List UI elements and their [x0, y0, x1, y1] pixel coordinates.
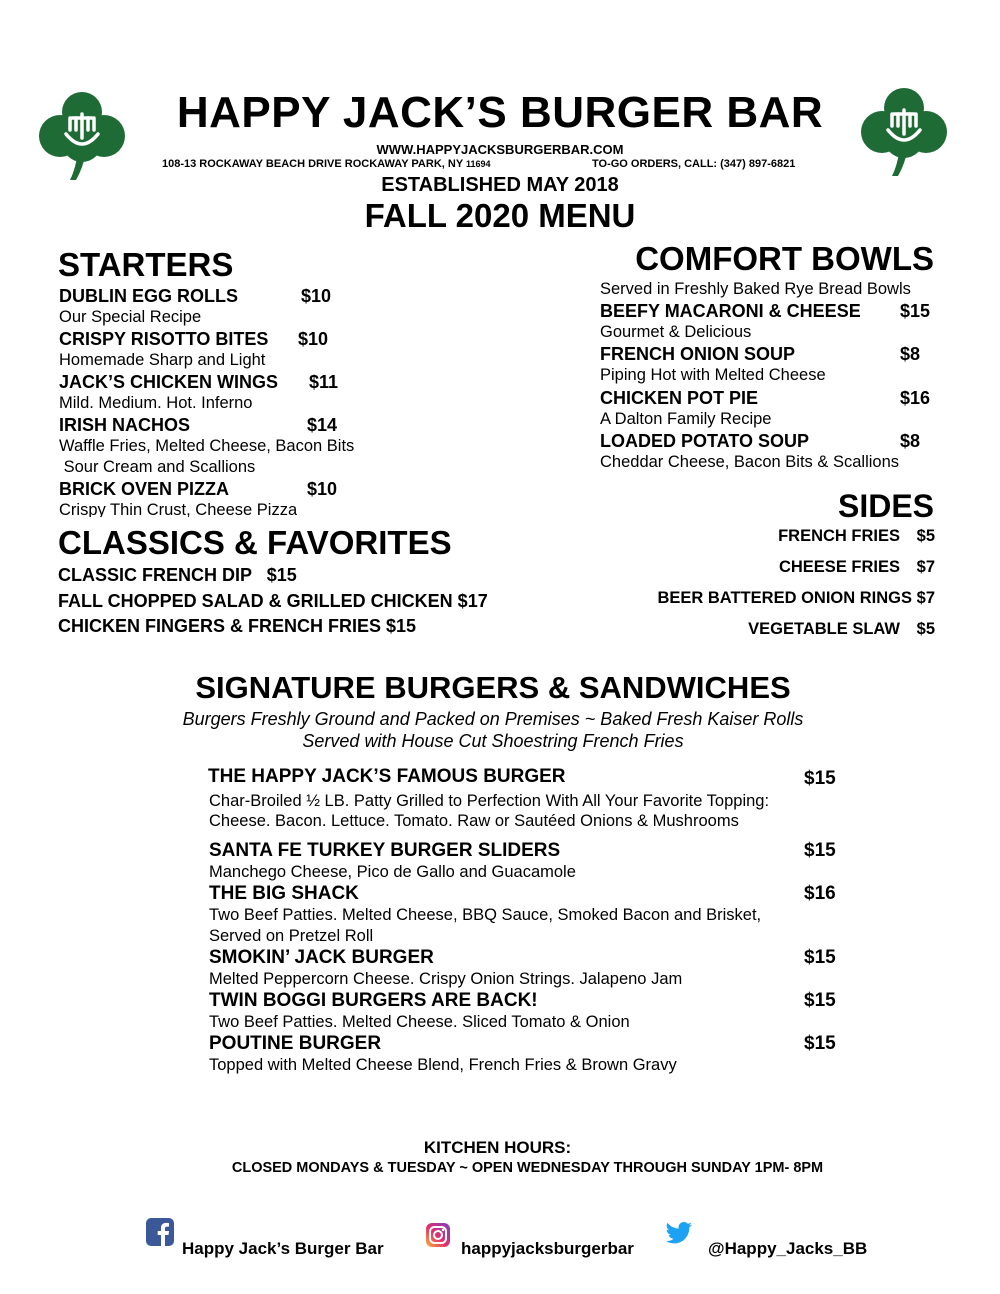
side-name: CHEESE FRIES [778, 558, 900, 576]
bowl-price: $16 [900, 388, 931, 408]
address-street: 108-13 ROCKAWAY BEACH DRIVE ROCKAWAY PARK, NY [162, 158, 463, 170]
bowl-price: $8 [900, 344, 921, 364]
established: ESTABLISHED MAY 2018 [381, 174, 619, 196]
burger-name: THE BIG SHACK [209, 883, 359, 904]
comfort-subtitle: Served in Freshly Baked Rye Bread Bowls [600, 280, 911, 298]
burger-desc: Manchego Cheese, Pico de Gallo and Guacamole [209, 863, 576, 881]
burger-desc: Topped with Melted Cheese Blend, French Fries & Brown Gravy [209, 1056, 677, 1074]
burger-price: $15 [804, 1033, 836, 1054]
bowl-desc: Gourmet & Delicious [600, 323, 752, 341]
kitchen-hours-heading: KITCHEN HOURS: [423, 1138, 572, 1157]
address-zip: 11694 [466, 159, 491, 169]
starter-desc: Mild. Medium. Hot. Inferno [59, 394, 253, 412]
kitchen-hours: CLOSED MONDAYS & TUESDAY ~ OPEN WEDNESDAY THROUGH SUNDAY 1PM- 8PM [231, 1160, 824, 1176]
bowl-price: $15 [900, 301, 931, 321]
starter-price: $10 [307, 479, 338, 499]
signature-heading: SIGNATURE BURGERS & SANDWICHES [195, 670, 791, 705]
starter-desc: Crispy Thin Crust, Cheese Pizza [59, 501, 298, 517]
starter-price: $11 [309, 372, 339, 392]
starter-name: CRISPY RISOTTO BITES [59, 329, 269, 349]
starter-desc: Sour Cream and Scallions [59, 458, 256, 476]
burger-name: SANTA FE TURKEY BURGER SLIDERS [209, 840, 561, 861]
burger-desc: Char-Broiled ½ LB. Patty Grilled to Perfection With All Your Favorite Topping: [209, 792, 770, 810]
burger-price: $15 [804, 990, 836, 1011]
burger-desc: Served on Pretzel Roll [209, 927, 374, 945]
website-link[interactable]: WWW.HAPPYJACKSBURGERBAR.COM [376, 142, 624, 157]
starter-desc: Waffle Fries, Melted Cheese, Bacon Bits [59, 437, 355, 455]
bowl-name: BEEFY MACARONI & CHEESE [600, 301, 861, 321]
starter-name: IRISH NACHOS [59, 415, 191, 435]
bowl-desc: A Dalton Family Recipe [600, 410, 772, 428]
sides-heading: SIDES [837, 488, 934, 524]
starter-price: $10 [301, 286, 332, 306]
bowl-desc: Piping Hot with Melted Cheese [600, 366, 826, 384]
starter-price: $14 [307, 415, 338, 435]
classic-item: CHICKEN FINGERS & FRENCH FRIES $15 [58, 616, 417, 636]
burger-desc: Two Beef Patties. Melted Cheese, BBQ Sauce, Smoked Bacon and Brisket, [209, 906, 762, 924]
starter-desc: Homemade Sharp and Light [59, 351, 266, 369]
restaurant-title: HAPPY JACK’S BURGER BAR [176, 88, 824, 137]
starter-name: JACK’S CHICKEN WINGS [59, 372, 279, 392]
address [162, 158, 491, 170]
menu-season-title: FALL 2020 MENU [364, 197, 636, 234]
side-price: $7 [916, 589, 935, 607]
classics-heading: CLASSICS & FAVORITES [58, 524, 452, 561]
classic-item: FALL CHOPPED SALAD & GRILLED CHICKEN $17 [58, 591, 488, 611]
burger-price: $16 [804, 883, 836, 904]
side-name: VEGETABLE SLAW [748, 620, 900, 638]
comfort-bowls-heading: COMFORT BOWLS [635, 240, 934, 277]
burger-name: POUTINE BURGER [209, 1033, 382, 1054]
signature-subtitle: Burgers Freshly Ground and Packed on Premises ~ Baked Fresh Kaiser Rolls [182, 709, 804, 729]
facebook-icon[interactable] [146, 1218, 174, 1246]
side-name: BEER BATTERED ONION RINGS [657, 589, 912, 607]
burger-name: SMOKIN’ JACK BURGER [209, 947, 434, 968]
starter-name: DUBLIN EGG ROLLS [59, 286, 238, 306]
twitter-icon[interactable] [666, 1222, 692, 1244]
instagram-icon[interactable] [426, 1223, 450, 1247]
instagram-handle[interactable]: happyjacksburgerbar [461, 1239, 634, 1258]
side-price: $5 [916, 527, 935, 545]
side-name: FRENCH FRIES [778, 527, 900, 545]
facebook-handle[interactable]: Happy Jack’s Burger Bar [182, 1239, 384, 1258]
burger-price: $15 [804, 947, 836, 968]
burger-desc: Melted Peppercorn Cheese. Crispy Onion Strings. Jalapeno Jam [209, 970, 683, 988]
bowl-name: CHICKEN POT PIE [600, 388, 759, 408]
burger-desc: Cheese. Bacon. Lettuce. Tomato. Raw or Sautéed Onions & Mushrooms [209, 812, 739, 830]
side-price: $7 [916, 558, 935, 576]
bowl-name: LOADED POTATO SOUP [600, 431, 810, 451]
starters-heading: STARTERS [58, 246, 234, 283]
burger-price: $15 [804, 840, 836, 861]
bowl-desc: Cheddar Cheese, Bacon Bits & Scallions [600, 453, 899, 471]
signature-subtitle-2: Served with House Cut Shoestring French Fries [302, 731, 684, 751]
burger-desc: Two Beef Patties. Melted Cheese. Sliced Tomato & Onion [209, 1013, 630, 1031]
bowl-name: FRENCH ONION SOUP [600, 344, 796, 364]
starter-desc: Our Special Recipe [59, 308, 202, 326]
starter-name: BRICK OVEN PIZZA [59, 479, 230, 499]
burger-name: TWIN BOGGI BURGERS ARE BACK! [209, 990, 538, 1011]
side-price: $5 [916, 620, 935, 638]
starter-price: $10 [298, 329, 329, 349]
burger-name: THE HAPPY JACK’S FAMOUS BURGER [208, 766, 566, 787]
bowl-price: $8 [900, 431, 921, 451]
togo-phone: TO-GO ORDERS, CALL: (347) 897-6821 [592, 158, 796, 170]
twitter-handle[interactable]: @Happy_Jacks_BB [708, 1239, 868, 1258]
classic-item: CLASSIC FRENCH DIP $15 [58, 565, 297, 585]
burger-price: $15 [804, 768, 836, 789]
